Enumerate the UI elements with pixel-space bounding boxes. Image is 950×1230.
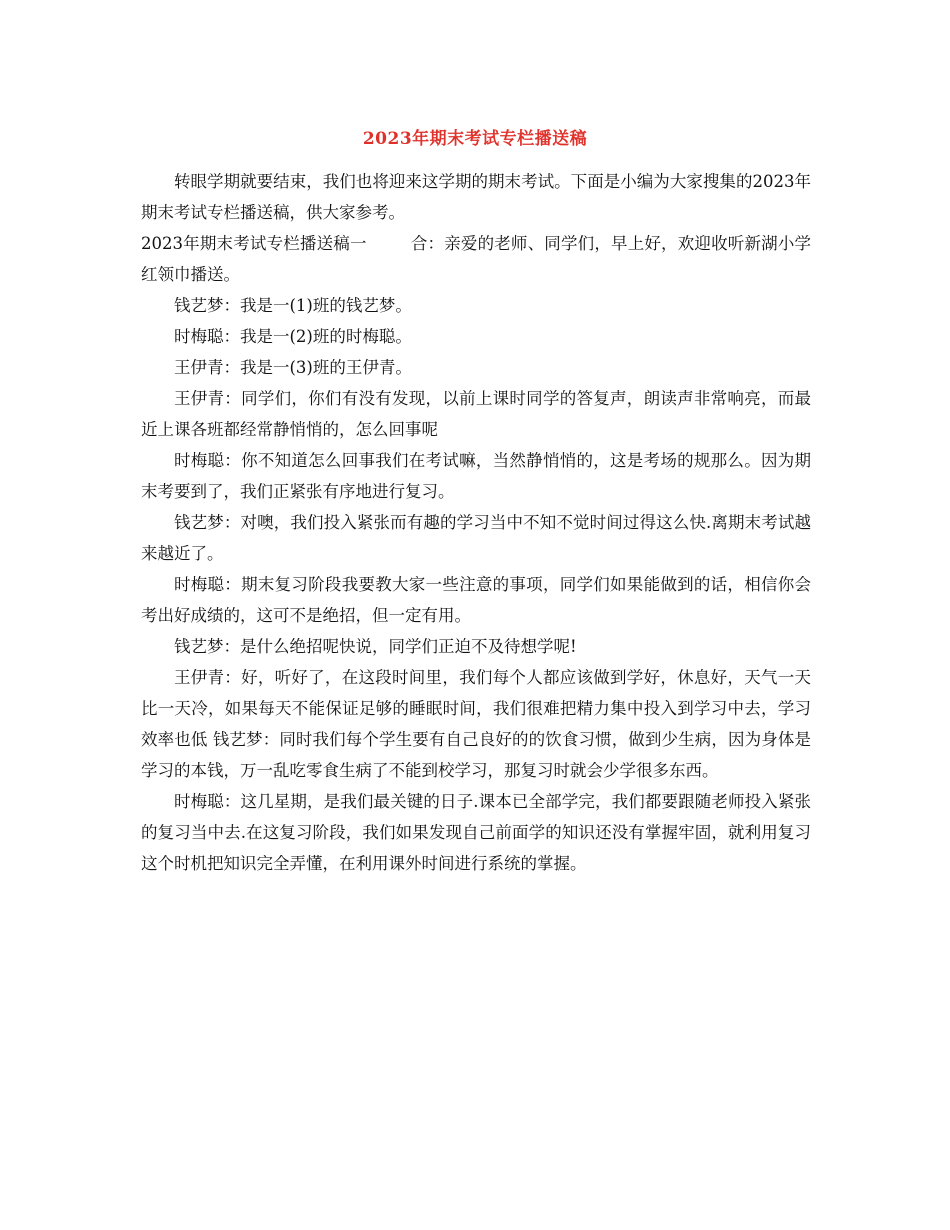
document-body bbox=[141, 166, 811, 879]
dialogue-paragraph: 王伊青：我是一(3)班的王伊青。 bbox=[174, 358, 412, 377]
dialogue-paragraph: 王伊青：好，听好了，在这段时间里，我们每个人都应该做到学好，休息好，天气一天比一天冷，如果每天不能保证足够的睡眠时间，我们很难把精力集中投入到学习中去，学习效率也低 钱艺梦：同时我们每个学生要有自己良好的的饮食习惯，做到少生病，因为身体是学习的本钱，万一乱吃零食生病了不能到校学习，那复习时就会少学很多东西。 bbox=[141, 668, 811, 780]
section-heading: 2023年期末考试专栏播送稿一 bbox=[141, 234, 367, 253]
document-title: 2023年期末考试专栏播送稿 bbox=[362, 129, 588, 149]
dialogue-paragraph: 时梅聪：你不知道怎么回事我们在考试嘛，当然静悄悄的，这是考场的规那么。因为期末考要到了，我们正紧张有序地进行复习。 bbox=[141, 451, 811, 501]
dialogue-paragraph: 钱艺梦：我是一(1)班的钱艺梦。 bbox=[174, 296, 412, 315]
dialogue-paragraph: 时梅聪：这几星期，是我们最关键的日子.课本已全部学完，我们都要跟随老师投入紧张的复习当中去.在这复习阶段，我们如果发现自己前面学的知识还没有掌握牢固，就利用复习这个时机把知识完全弄懂，在利用课外时间进行系统的掌握。 bbox=[141, 792, 811, 873]
dialogue-paragraph: 时梅聪：我是一(2)班的时梅聪。 bbox=[174, 327, 412, 346]
intro-paragraph: 转眼学期就要结束，我们也将迎来这学期的期末考试。下面是小编为大家搜集的2023年期末考试专栏播送稿，供大家参考。 bbox=[141, 172, 811, 222]
dialogue-paragraph: 钱艺梦：是什么绝招呢快说，同学们正迫不及待想学呢! bbox=[174, 637, 577, 656]
dialogue-paragraph: 时梅聪：期末复习阶段我要教大家一些注意的事项，同学们如果能做到的话，相信你会考出好成绩的，这可不是绝招，但一定有用。 bbox=[141, 575, 811, 625]
dialogue-paragraph: 王伊青：同学们，你们有没有发现，以前上课时同学的答复声，朗读声非常响亮，而最近上课各班都经常静悄悄的，怎么回事呢 bbox=[141, 389, 811, 439]
dialogue-paragraph: 钱艺梦：对噢，我们投入紧张而有趣的学习当中不知不觉时间过得这么快.离期末考试越来越近了。 bbox=[141, 513, 811, 563]
section-heading-line bbox=[141, 228, 811, 290]
section-opening: 合：亲爱的老师、同学们，早上好，欢迎收听新湖小学红领巾播送。 bbox=[141, 234, 812, 284]
